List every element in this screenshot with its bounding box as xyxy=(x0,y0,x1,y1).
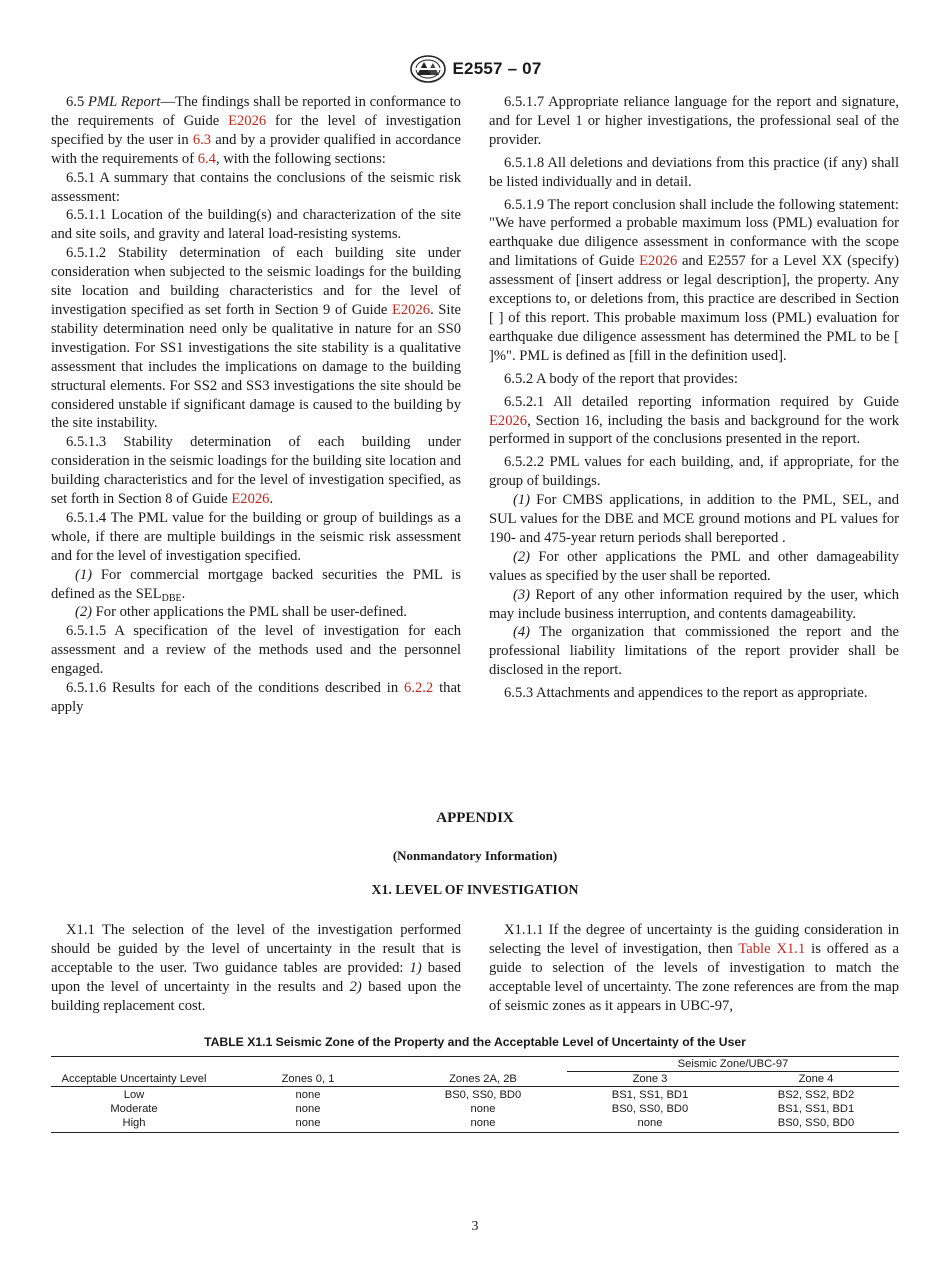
page-number: 3 xyxy=(471,1219,479,1234)
table-header-cell: Zones 0, 1 xyxy=(217,1072,399,1087)
ref-link-e2026[interactable]: E2026 xyxy=(639,253,678,270)
appendix-right-column xyxy=(489,921,899,1016)
paragraph-6-5-1-4: 6.5.1.4 The PML value for the building or group of buildings as a whole, if there are multiple buildings in the seismic risk assessment and for the level of investigation specified. xyxy=(51,509,461,564)
table-cell: BS0, SS0, BD0 xyxy=(611,1103,689,1115)
table-caption: TABLE X1.1 Seismic Zone of the Property and the Acceptable Level of Uncertainty of the User xyxy=(204,1035,746,1049)
paragraph-6-5: 6.5 PML Report—The findings shall be reported in conformance to the requirements of Guide E2026 for the level of investigation specified by the user in 6.3 and by a provider qualified in accordance with the requirements of 6.4, with the following sections: xyxy=(51,94,461,167)
paragraph-6-5-1-5: 6.5.1.5 A specification of the level of investigation for each assessment and a review of the methods used and the personnel engaged. xyxy=(51,623,461,678)
paragraph-6-5-1: 6.5.1 A summary that contains the conclusions of the seismic risk assessment: xyxy=(51,169,461,205)
left-column xyxy=(51,93,461,717)
table-row xyxy=(51,1102,899,1116)
table-header-cell: Zone 4 xyxy=(733,1072,899,1087)
seismic-zone-table xyxy=(51,1056,899,1133)
table-cell: BS2, SS2, BD2 xyxy=(777,1089,855,1101)
paragraph-item-1: (1) For commercial mortgage backed securities the PML is defined as the $SEL_{DBE}$. xyxy=(51,566,461,604)
ref-link-6-3[interactable]: 6.3 xyxy=(192,131,212,148)
table-cell: High xyxy=(122,1117,146,1129)
table-group-header: Seismic Zone/UBC-97 xyxy=(567,1057,899,1072)
table-header-cell: Acceptable Uncertainty Level xyxy=(51,1072,217,1087)
paragraph-6-5-1-1: 6.5.1.1 Location of the building(s) and characterization of the site and site soils, and gravity and lateral load-resisting systems. xyxy=(51,207,461,243)
table-cell: none xyxy=(295,1089,321,1101)
paragraph-6-5-1-6: 6.5.1.6 Results for each of the conditions described in 6.2.2 that apply xyxy=(51,680,461,715)
table-cell: BS1, SS1, BD1 xyxy=(611,1089,689,1101)
paragraph-6-5-2-1: 6.5.2.1 All detailed reporting information required by Guide E2026, Section 16, including the basis and background for the work performed in support of the conclusions presented in the report. xyxy=(489,393,899,448)
ref-link-6-2-2[interactable]: 6.2.2 xyxy=(404,680,434,697)
table-cell: BS0, SS0, BD0 xyxy=(777,1117,855,1129)
paragraph-item-1: (1) For CMBS applications, in addition to the PML, SEL, and SUL values for the DBE and MCE ground motions and PL values for 190- and 475-year return periods shall bereported . xyxy=(489,492,899,546)
ref-link-e2026[interactable]: E2026 xyxy=(228,112,267,129)
paragraph-6-5-1-2: 6.5.1.2 Stability determination of each building site under consideration when subjected to the seismic loadings for the building site location and building characteristics and for the level of investigation specified as set forth in Section 9 of Guide E2026. Site stability determination need only be qualitative in nature for an SS0 investigation. For SS1 investigations the site stability is a qualitative assessment that includes the implications on damage to the building structural elements. For SS2 and SS3 investigations the site should be considered unstable if significant damage is caused to the building by the site instability. xyxy=(51,245,462,432)
paragraph-item-4: (4) The organization that commissioned the report and the professional liability limitations of the report provider shall be disclosed in the report. xyxy=(489,624,899,679)
ref-link-table-x1-1[interactable]: Table X1.1 xyxy=(738,940,806,957)
table-cell: none xyxy=(470,1117,496,1129)
astm-logo-icon xyxy=(409,54,447,84)
table-cell: Low xyxy=(123,1089,145,1101)
ref-link-6-4[interactable]: 6.4 xyxy=(197,150,216,167)
paragraph-item-2: (2) For other applications the PML shall be user-defined. xyxy=(75,604,407,621)
ref-link-e2026[interactable]: E2026 xyxy=(391,301,431,318)
page-header xyxy=(0,54,950,84)
table-cell: none xyxy=(295,1103,321,1115)
table-cell: none xyxy=(637,1117,663,1129)
paragraph-x1-1: X1.1 The selection of the level of the investigation performed should be guided by the level of uncertainty in the result that is acceptable to the user. Two guidance tables are provided: 1) based upon the level of uncertainty in the results and 2) based upon the building replacement cost. xyxy=(51,922,461,1014)
paragraph-6-5-1-7: 6.5.1.7 Appropriate reliance language for the report and signature, and for Level 1 or higher investigations, the professional seal of the provider. xyxy=(489,94,899,148)
right-column xyxy=(489,93,899,703)
table-cell: none xyxy=(470,1103,496,1115)
table-header-row xyxy=(51,1072,899,1087)
table-group-header-row xyxy=(51,1057,899,1072)
table-row xyxy=(51,1116,899,1133)
section-title: X1. LEVEL OF INVESTIGATION xyxy=(371,882,579,897)
paragraph-6-5-2: 6.5.2 A body of the report that provides: xyxy=(504,370,738,387)
table-cell: Moderate xyxy=(110,1103,158,1115)
table-cell: BS1, SS1, BD1 xyxy=(777,1103,855,1115)
paragraph-6-5-1-3: 6.5.1.3 Stability determination of each building under consideration in the seismic loadings for the building site location and building characteristics and for the level of investigation specified, as set forth in Section 8 of Guide E2026. xyxy=(51,434,461,508)
ref-link-e2026[interactable]: E2026 xyxy=(489,412,528,429)
table-header-cell: Zone 3 xyxy=(567,1072,733,1087)
table-cell: none xyxy=(295,1117,321,1129)
paragraph-item-2: (2) For other applications the PML and other damageability values as specified by the user shall be reported. xyxy=(489,548,899,584)
paragraph-6-5-1-9: 6.5.1.9 The report conclusion shall include the following statement: "We have performed a probable maximum loss (PML) evaluation for earthquake due diligence assessment in conformance with the scope and limitations of Guide E2026 and E2557 for a Level XX (specify) assessment of [insert address or legal description], the property. Any exceptions to, or deletions from, this practice are described in Section [ ] of this report. This probable maximum loss (PML) evaluation for earthquake due diligence assessment has determined the PML to be [ ]%". PML is defined as [fill in the definition used]. xyxy=(489,196,899,364)
paragraph-6-5-3: 6.5.3 Attachments and appendices to the report as appropriate. xyxy=(504,685,868,702)
table-cell: BS0, SS0, BD0 xyxy=(444,1089,522,1101)
paragraph-6-5-2-2: 6.5.2.2 PML values for each building, and, if appropriate, for the group of buildings. xyxy=(489,454,899,490)
appendix-subtitle: (Nonmandatory Information) xyxy=(392,848,558,863)
appendix-left-column xyxy=(51,921,461,1016)
document-id: E2557 – 07 xyxy=(452,59,542,78)
table-row xyxy=(51,1087,899,1103)
table-header-cell: Zones 2A, 2B xyxy=(399,1072,567,1087)
paragraph-x1-1-1: X1.1.1 If the degree of uncertainty is the guiding consideration in selecting the level of investigation, then Table X1.1 is offered as a guide to selection of the levels of investigation to match the acceptable level of uncertainty. The zone references are from the map of seismic zones as it appears in UBC-97, xyxy=(489,922,900,1014)
paragraph-6-5-1-8: 6.5.1.8 All deletions and deviations from this practice (if any) shall be listed individually and in detail. xyxy=(489,154,899,190)
ref-link-e2026[interactable]: E2026 xyxy=(231,491,270,508)
appendix-title: APPENDIX xyxy=(436,810,514,826)
paragraph-item-3: (3) Report of any other information required by the user, which may include business interruption, and contents damageability. xyxy=(489,586,899,622)
